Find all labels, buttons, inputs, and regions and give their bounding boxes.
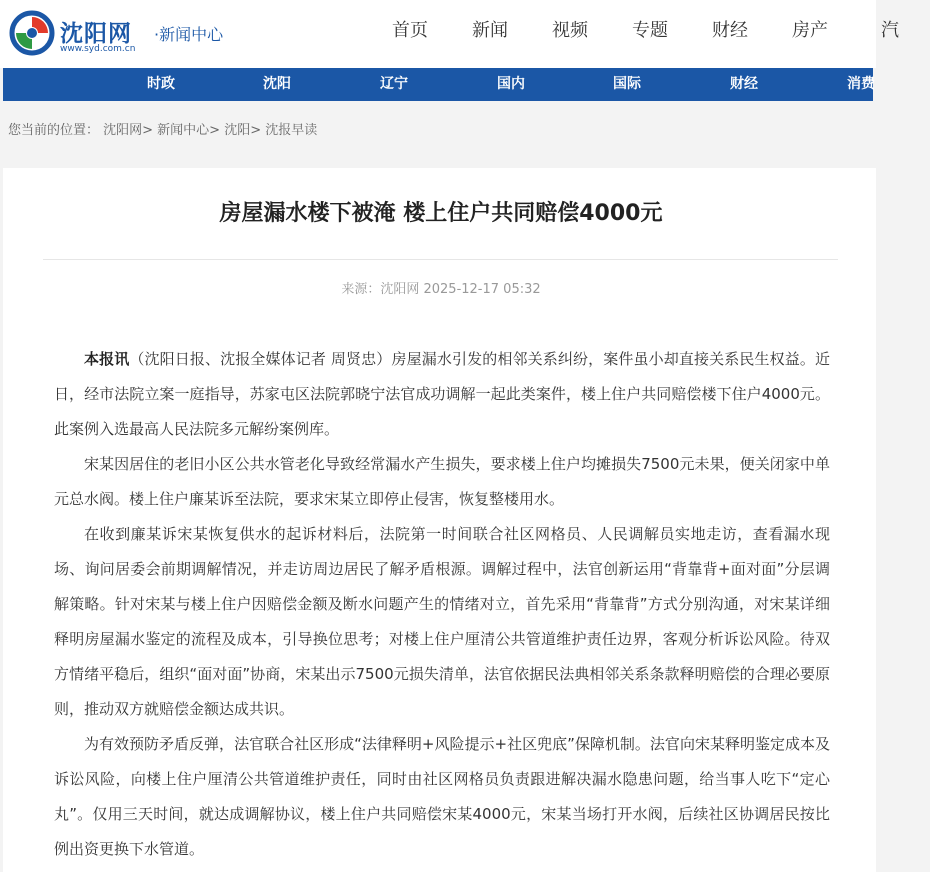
cat-nav-politics[interactable]: 时政 — [147, 76, 175, 92]
top-nav-home[interactable]: 首页 — [392, 20, 428, 41]
cat-nav-international[interactable]: 国际 — [613, 76, 641, 92]
site-logo[interactable] — [10, 9, 240, 59]
article-title: 房屋漏水楼下被淹 楼上住户共同赔偿4000元 — [219, 201, 663, 226]
paragraph-2: 宋某因居住的老旧小区公共水管老化导致经常漏水产生损失，要求楼上住户均摊损失7500元未果，便关闭家中单元总水阀。楼上住户廉某诉至法院，要求宋某立即停止侵害，恢复整楼用水。 — [54, 455, 830, 508]
top-nav-auto[interactable]: 汽 — [881, 20, 899, 41]
paragraph-1 — [54, 342, 830, 447]
article-body — [54, 342, 830, 867]
top-nav-news[interactable]: 新闻 — [472, 20, 508, 41]
cat-nav-consumer[interactable]: 消费 — [847, 76, 875, 92]
top-nav-finance[interactable]: 财经 — [712, 20, 748, 41]
paragraph-3: 在收到廉某诉宋某恢复供水的起诉材料后，法院第一时间联合社区网格员、人民调解员实地走访，查看漏水现场、询问居委会前期调解情况，并走访周边居民了解矛盾根源。调解过程中，法官创新运用“背靠背+面对面”分层调解策略。针对宋某与楼上住户因赔偿金额及断水问题产生的情绪对立，首先采用“背靠背”方式分别沟通，对宋某详细释明房屋漏水鉴定的流程及成本，引导换位思考；对楼上住户厘清公共管道维护责任边界，客观分析诉讼风险。待双方情绪平稳后，组织“面对面”协商，宋某出示7500元损失清单，法官依据民法典相邻关系条款释明赔偿的合理必要原则，推动双方就赔偿金额达成共识。 — [54, 525, 830, 718]
breadcrumb-path[interactable]: 沈阳网> 新闻中心> 沈阳> 沈报早读 — [103, 123, 318, 138]
title-divider — [43, 259, 838, 260]
logo-name: 沈阳网 — [60, 21, 132, 47]
site-header — [0, 0, 899, 68]
paragraph-1-text: （沈阳日报、沈报全媒体记者 周贤忠）房屋漏水引发的相邻关系纠纷，案件虽小却直接关系民生权益。近日，经市法院立案一庭指导，苏家屯区法院郭晓宁法官成功调解一起此类案件，楼上住户共同赔偿楼下住户4000元。此案例入选最高人民法院多元解纷案例库。 — [54, 350, 830, 438]
paragraph-4: 为有效预防矛盾反弹，法官联合社区形成“法律释明+风险提示+社区兜底”保障机制。法官向宋某释明鉴定成本及诉讼风险，向楼上住户厘清公共管道维护责任，同时由社区网格员负责跟进解决漏水隐患问题，给当事人吃下“定心丸”。仅用三天时间，就达成调解协议，楼上住户共同赔偿宋某4000元，宋某当场打开水阀，后续社区协调居民按比例出资更换下水管道。 — [54, 735, 830, 858]
logo-url: www.syd.com.cn — [60, 44, 136, 54]
top-nav — [370, 0, 930, 68]
article-container — [3, 168, 876, 872]
top-nav-realestate[interactable]: 房产 — [792, 20, 828, 41]
logo-subtitle: ·新闻中心 — [154, 25, 224, 44]
cat-nav-domestic[interactable]: 国内 — [497, 76, 525, 92]
breadcrumb — [0, 101, 876, 147]
top-nav-video[interactable]: 视频 — [552, 20, 588, 41]
cat-nav-shenyang[interactable]: 沈阳 — [263, 76, 291, 92]
lead-bold: 本报讯 — [84, 350, 130, 368]
breadcrumb-label: 您当前的位置： — [8, 123, 100, 138]
cat-nav-liaoning[interactable]: 辽宁 — [380, 76, 408, 92]
top-nav-topics[interactable]: 专题 — [632, 20, 668, 41]
syd-logo-icon — [10, 11, 54, 55]
article-meta: 来源：沈阳网 2025-12-17 05:32 — [341, 282, 541, 297]
cat-nav-finance[interactable]: 财经 — [730, 76, 758, 92]
category-nav — [3, 68, 873, 101]
